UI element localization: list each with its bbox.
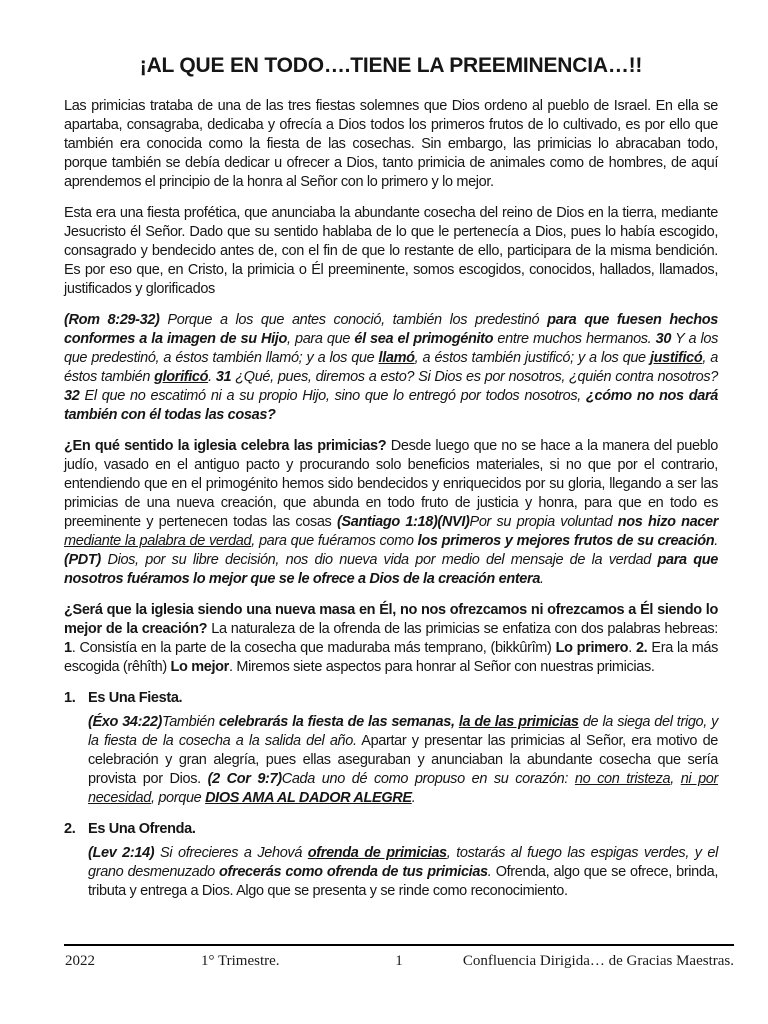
intro-paragraph-2 [64,204,718,299]
page-footer [64,944,734,977]
text-run: . [540,571,544,587]
text-run: (Éxo 34:22) [88,714,163,730]
text-run: . [487,864,496,880]
text-run: 2. [635,640,648,656]
text-run: . [714,533,718,549]
text-run: ¿En qué sentido la iglesia celebra las primicias? [64,438,391,454]
text-run: para que fuesen hechos conformes a la imagen de su Hijo [64,312,719,347]
text-run: Desde luego que no se hace a la manera del pueblo judío, vasado en el antiguo pacto y procurando solo beneficios materiales, si no que por el contrario, entendiendo que en el primogénito hemos sido bendecidos y enriquecidos por su gloria, llegando a ser las primicias de una nueva creación, que abunda en todo fruto de justicia y honra, para que en todo es preeminente y pertenecen todas las cosas [64,438,719,530]
text-run: glorificó [154,369,209,385]
text-run: ni por necesidad [88,771,719,806]
text-run: Lo mejor [170,659,229,675]
text-run: nos hizo nacer [617,514,719,530]
text-run: la de las primicias [458,714,579,730]
text-run: 1 [64,640,72,656]
text-run: para que nosotros fuéramos lo mejor que se le ofrece a Dios de la creación entera [64,552,718,587]
text-run: , porque [150,790,206,806]
scripture-paragraph-rom-8-29-32 [64,311,718,425]
footer-trimester: 1° Trimestre. [201,953,280,969]
text-run: Ofrenda, algo que se ofrece, brinda, tributa y entrega a Dios. Algo que se presenta y se rinde como reconocimiento. [88,864,719,899]
question-paragraph-2 [64,601,718,677]
footer-course: Confluencia Dirigida… de Gracias Maestras. [462,953,734,969]
footer-year: 2022 [65,953,95,969]
footer-page-number: 1 [395,953,403,969]
text-run: . [208,369,216,385]
list-item-1-title: Es Una Fiesta. [88,690,183,706]
text-run: los primeros y mejores frutos de su creación [417,533,715,549]
text-run: DIOS AMA AL DADOR ALEGRE [205,790,412,806]
text-run: (2 Cor 9:7) [207,771,282,787]
text-run: (Lev 2:14) [88,845,155,861]
intro-paragraph-1 [64,97,718,192]
text-run: Y a los que predestinó, a éstos también llamó; y a los que [64,331,719,366]
list-item-1 [64,689,718,808]
text-run: Si ofrecieres a Jehová [154,845,308,861]
list-item-2-number: 2. [64,821,76,837]
text-run: Las primicias trataba de una de las tres fiestas solemnes que Dios ordeno al pueblo de Israel. En ella se apartaba, consagraba, dedicaba y ofrecía a Dios todos los primeros frutos de lo cultivado, es por ello que también era conocida como la fiesta de las cosechas. Sin embargo, las primicias lo abracaban todo, porque también se debía dedicar u ofrecer a Dios, tanto primicia de animales como de hombres, de aquí aprendemos el principio de la honra al Señor con lo primero y lo mejor. [64,98,718,190]
text-run: Porque a los que antes conoció, también los predestinó [167,312,548,328]
text-run: (PDT) [64,552,101,568]
list-item-2 [64,820,718,901]
text-run: Era la más escogida (rêhîth) [64,640,718,675]
text-run: . [628,640,636,656]
text-run: ofrecerás como ofrenda de tus primicias [219,864,488,880]
text-run: 30 [655,331,672,347]
text-run: . [411,790,416,806]
text-run: , [670,771,681,787]
list-item-2-heading [64,820,718,839]
text-run: Cada uno dé como propuso en su corazón: [281,771,575,787]
text-run: . Miremos siete aspectos para honrar al Señor con nuestras primicias. [228,659,655,675]
text-run: de la siega del trigo, y la fiesta de la cosecha a la salida del año. [88,714,719,749]
footer-row [64,946,734,977]
text-run: él sea el primogénito [354,331,494,347]
question-paragraph-1 [64,437,718,589]
list-item-2-body [88,844,718,901]
text-run: justificó [649,350,703,366]
document-title: ¡AL QUE EN TODO….TIENE LA PREEMINENCIA…!! [139,54,643,77]
text-run: , para que fuéramos como [251,533,418,549]
text-run: También [162,714,219,730]
text-run: (Rom 8:29-32) [64,312,168,328]
text-run: celebrarás la fiesta de las semanas, [218,714,459,730]
text-run: , para que [287,331,355,347]
text-run: Esta era una fiesta profética, que anunciaba la abundante cosecha del reino de Dios en la tierra, mediante Jesucristo él Señor. Dado que su sentido hablaba de lo que le pertenecía a Dios, pues lo había escogido, consagrado y bendecido antes de, con el fin de que lo restante de ello, participara de la misma bendición. Es por eso que, en Cristo, la primicia o Él preeminente, somos escogidos, conocidos, hallados, llamados, justificados y glorificados [64,205,718,297]
text-run: ¿Qué, pues, diremos a esto? Si Dios es por nosotros, ¿quién contra nosotros? [231,369,719,385]
text-run: , a éstos también [64,350,718,385]
document-content [64,0,718,913]
text-run: ¿Será que la iglesia siendo una nueva masa en Él, no nos ofrezcamos ni ofrezcamos a Él siendo lo mejor de la creación? [64,602,718,637]
text-run: . Consistía en la parte de la cosecha que maduraba más temprano, (bikkûrîm) [71,640,556,656]
text-run: Por su propia voluntad [469,514,618,530]
list-item-1-body [88,713,718,808]
list-item-1-number: 1. [64,690,76,706]
text-run: Dios, por su libre decisión, nos dio nueva vida por medio del mensaje de la verdad [100,552,658,568]
text-run: (Santiago 1:18)(NVI) [336,514,470,530]
text-run: ¿cómo no nos dará también con él todas las cosas? [64,388,718,423]
text-run: 31 [215,369,232,385]
text-run: , a éstos también justificó; y a los que [414,350,650,366]
text-run: mediante la palabra de verdad [64,533,252,549]
text-run: llamó [378,350,415,366]
list-item-1-heading [64,689,718,708]
text-run: no con tristeza [574,771,671,787]
text-run: ofrenda de primicias [307,845,447,861]
text-run: El que no escatimó ni a su propio Hijo, sino que lo entregó por todos nosotros, [79,388,586,404]
text-run: 32 [64,388,80,404]
text-run: Lo primero [555,640,629,656]
text-run: Apartar y presentar las primicias al Señor, era motivo de celebración y gran alegría, pues ellas aseguraban y anunciaban la abundante cosecha que sería provista por Dios. [88,733,718,787]
list-item-2-title: Es Una Ofrenda. [88,821,196,837]
text-run: entre muchos hermanos. [493,331,656,347]
text-run: La naturaleza de la ofrenda de las primicias se enfatiza con dos palabras hebreas: [211,621,718,637]
text-run: , tostarás al fuego las espigas verdes, y el grano desmenuzado [88,845,719,880]
